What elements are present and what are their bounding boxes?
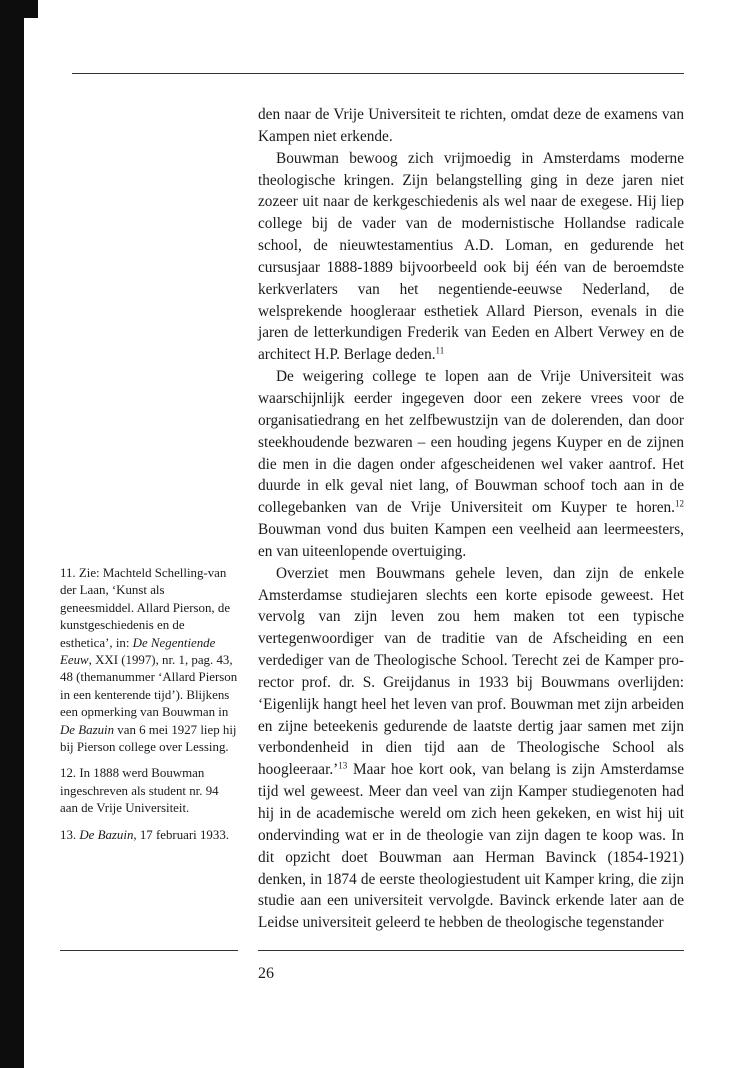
paragraph-1: den naar de Vrije Universiteit te richten, omdat deze de examens van Kampen niet erkende. [258,106,684,145]
footnote-11-text-b: , XXI (1997), nr. 1, pag. 43, 48 (themanummer ‘Allard Pierson in een kenterende tijd’). Blijkens een opmerking van Bouwman in [60,653,238,720]
paragraph-2 [258,148,684,366]
footnote-ref-13: 13 [338,760,348,771]
footnote-13 [60,827,238,844]
page-number: 26 [258,965,274,982]
footnote-13-text: , 17 februari 1933. [133,827,229,842]
paragraph-3 [258,366,684,563]
footnote-11 [60,565,238,756]
footnote-ref-11: 11 [435,345,445,356]
paragraph-4 [258,563,684,934]
footnotes-column [60,565,238,853]
paragraph-2-text: Bouwman bewoog zich vrijmoedig in Amsterdams moderne theologische kringen. Zijn belangstelling ging in deze jaren niet zozeer uit naar de kerkgeschiedenis als wel naar de exegese. Hij liep college bij de vader van de modernistische Hollandse radicale school, de nieuwtestamentius A.D. Loman, en gedurende het cursusjaar 1888-1889 bijvoorbeeld ook bij één van de beroemdste kerkverlaters van het negentiende-eeuwse Nederland, de welsprekende hoogleraar esthetiek Allard Pierson, evenals in die jaren de letterkundigen Frederik van Eeden en Albert Verwey en de architect H.P. Berlage deden. [258,149,684,364]
footnote-11-source: De Bazuin [60,722,115,737]
paragraph-3-text-b: Bouwman vond dus buiten Kampen een veelheid aan leermeesters, en van uiteenlopende overtuiging. [258,521,684,560]
footnote-11-text-c: van 6 mei 1927 liep hij bij Pierson college over Lessing. [60,722,237,755]
footnote-ref-12: 12 [675,498,684,509]
footnote-12: 12. In 1888 werd Bouwman ingeschreven als student nr. 94 aan de Vrije Universiteit. [60,766,219,816]
main-text-column [258,104,684,934]
footnotes-bottom-rule [60,950,238,951]
footnote-11-title: De Negentiende Eeuw [60,635,216,668]
main-bottom-rule [258,950,684,951]
footnote-13-source: De Bazuin [79,827,134,842]
paragraph-3-text-a: De weigering college te lopen aan de Vrije Universiteit was waarschijnlijk eerder ingegeven door een zekere vrees voor de organisatiedrang en het zelfbewustzijn van de dolerenden, dan door steekhoudende bezwaren – een houding jegens Kuyper en de zijnen die men in die dagen onder afgescheidenen wel vaker aantrof. Het duurde in elk geval niet lang, of Bouwman schoof toch aan in de collegebanken van de Vrije Universiteit om Kuyper te horen. [258,368,684,517]
paragraph-4-text-b: Maar hoe kort ook, van belang is zijn Amsterdamse tijd wel geweest. Meer dan veel van zijn Kamper studiegenoten had hij in de academische wereld om zich heen gekeken, en wist hij uit ondervinding wat er in de theologie van zijn dagen te koop was. In dit opzicht doet Bouwman aan Herman Bavinck (1854-1921) denken, in 1874 de eerste theologiestudent uit Kamper kring, die zijn studie aan een universiteit vervolgde. Bavinck erkende later aan de Leidse universiteit geleerd te hebben de theologische tegenstander [258,761,684,932]
scan-border [0,0,24,1068]
scan-border-notch [24,0,38,18]
footnote-13-number: 13. [60,827,80,842]
paragraph-4-text-a: Overziet men Bouwmans gehele leven, dan zijn de enkele Amsterdamse studiejaren slechts een korte episode geweest. Het vervolg van zijn leven zou hem maken tot een typische vertegenwoordiger van de traditie van de Afscheiding en een verdediger van de Theologische School. Terecht zei de Kamper pro-rector prof. dr. S. Greijdanus in 1933 bij Bouwmans overlijden: ‘Eigenlijk hangt heel het leven van prof. Bouwman met zijn arbeiden en zijne beteekenis gedurende de laatste dertig jaar samen met zijn verbondenheid in dien tijd aan de Theologische School als hoogleeraar.’ [258,564,684,779]
footnote-11-text-a: 11. Zie: Machteld Schelling-van der Laan, ‘Kunst als geneesmiddel. Allard Pierson, de kunstgeschiedenis en de esthetica’, in: [60,566,231,650]
header-rule [72,73,684,74]
